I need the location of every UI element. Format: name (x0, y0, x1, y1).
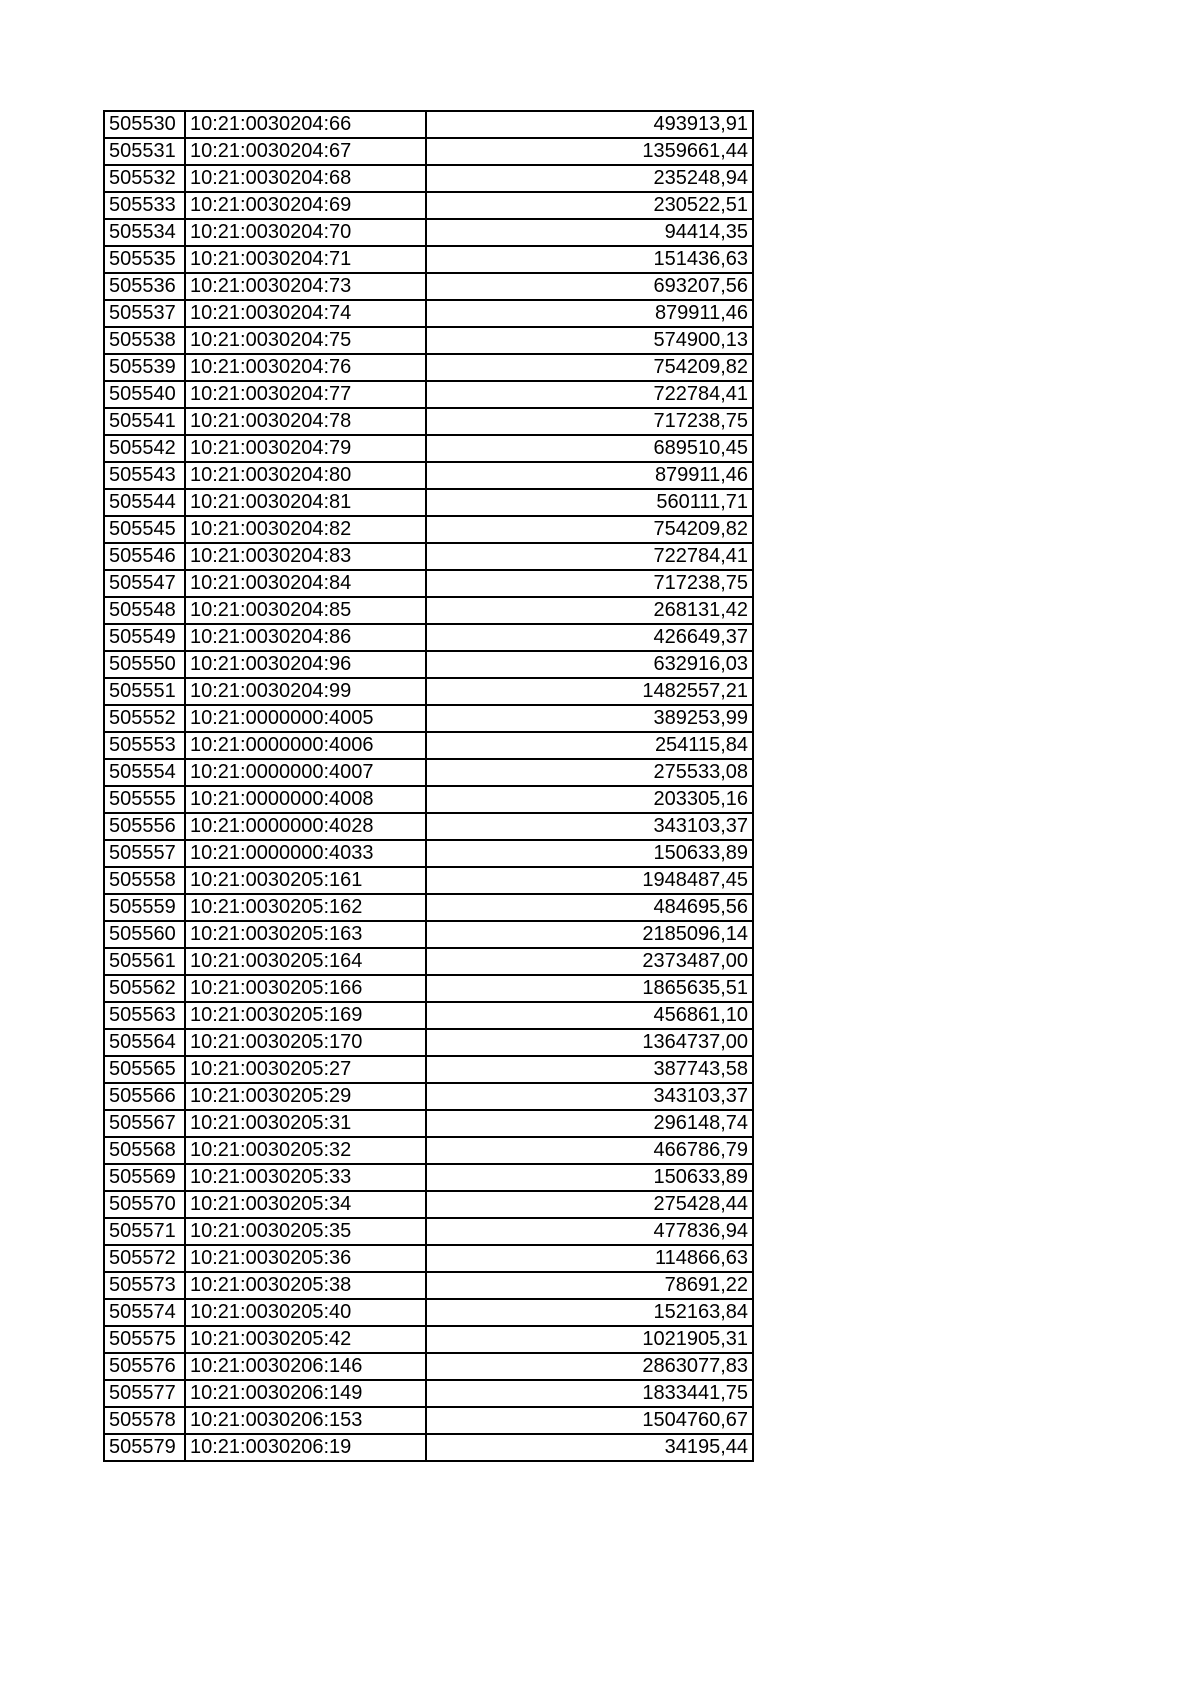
amount-cell: 343103,37 (426, 1083, 753, 1110)
table-row (104, 1380, 753, 1407)
row-id-cell: 505551 (104, 678, 185, 705)
table-row (104, 624, 753, 651)
amount-cell: 754209,82 (426, 516, 753, 543)
amount-cell: 1364737,00 (426, 1029, 753, 1056)
cadastral-code-cell: 10:21:0000000:4033 (185, 840, 426, 867)
row-id-cell: 505544 (104, 489, 185, 516)
table-row (104, 273, 753, 300)
row-id-cell: 505558 (104, 867, 185, 894)
amount-cell: 296148,74 (426, 1110, 753, 1137)
row-id-cell: 505541 (104, 408, 185, 435)
amount-cell: 717238,75 (426, 408, 753, 435)
row-id-cell: 505539 (104, 354, 185, 381)
cadastral-code-cell: 10:21:0030204:70 (185, 219, 426, 246)
cadastral-code-cell: 10:21:0030204:71 (185, 246, 426, 273)
cadastral-code-cell: 10:21:0030205:170 (185, 1029, 426, 1056)
row-id-cell: 505560 (104, 921, 185, 948)
cadastral-code-cell: 10:21:0030204:78 (185, 408, 426, 435)
amount-cell: 477836,94 (426, 1218, 753, 1245)
table-row (104, 1326, 753, 1353)
table-row (104, 1407, 753, 1434)
cadastral-code-cell: 10:21:0030205:35 (185, 1218, 426, 1245)
row-id-cell: 505548 (104, 597, 185, 624)
table-row (104, 1299, 753, 1326)
table-row (104, 138, 753, 165)
cadastral-code-cell: 10:21:0030204:77 (185, 381, 426, 408)
amount-cell: 1359661,44 (426, 138, 753, 165)
table-row (104, 1434, 753, 1461)
row-id-cell: 505565 (104, 1056, 185, 1083)
row-id-cell: 505538 (104, 327, 185, 354)
amount-cell: 717238,75 (426, 570, 753, 597)
cadastral-code-cell: 10:21:0030205:164 (185, 948, 426, 975)
amount-cell: 693207,56 (426, 273, 753, 300)
table-row (104, 1191, 753, 1218)
cadastral-code-cell: 10:21:0030204:68 (185, 165, 426, 192)
amount-cell: 343103,37 (426, 813, 753, 840)
table-row (104, 867, 753, 894)
amount-cell: 560111,71 (426, 489, 753, 516)
table-row (104, 759, 753, 786)
row-id-cell: 505577 (104, 1380, 185, 1407)
cadastral-code-cell: 10:21:0030204:66 (185, 111, 426, 138)
table-row (104, 408, 753, 435)
table-row (104, 570, 753, 597)
row-id-cell: 505535 (104, 246, 185, 273)
row-id-cell: 505564 (104, 1029, 185, 1056)
cadastral-code-cell: 10:21:0030205:38 (185, 1272, 426, 1299)
row-id-cell: 505569 (104, 1164, 185, 1191)
amount-cell: 254115,84 (426, 732, 753, 759)
row-id-cell: 505563 (104, 1002, 185, 1029)
row-id-cell: 505557 (104, 840, 185, 867)
table-row (104, 543, 753, 570)
cadastral-code-cell: 10:21:0030204:81 (185, 489, 426, 516)
amount-cell: 1833441,75 (426, 1380, 753, 1407)
row-id-cell: 505576 (104, 1353, 185, 1380)
row-id-cell: 505574 (104, 1299, 185, 1326)
cadastral-code-cell: 10:21:0030205:169 (185, 1002, 426, 1029)
amount-cell: 493913,91 (426, 111, 753, 138)
amount-cell: 1021905,31 (426, 1326, 753, 1353)
amount-cell: 484695,56 (426, 894, 753, 921)
row-id-cell: 505537 (104, 300, 185, 327)
row-id-cell: 505534 (104, 219, 185, 246)
cadastral-code-cell: 10:21:0030204:96 (185, 651, 426, 678)
amount-cell: 722784,41 (426, 543, 753, 570)
table-row (104, 1272, 753, 1299)
amount-cell: 275533,08 (426, 759, 753, 786)
row-id-cell: 505562 (104, 975, 185, 1002)
row-id-cell: 505530 (104, 111, 185, 138)
amount-cell: 879911,46 (426, 300, 753, 327)
amount-cell: 722784,41 (426, 381, 753, 408)
row-id-cell: 505568 (104, 1137, 185, 1164)
row-id-cell: 505542 (104, 435, 185, 462)
cadastral-code-cell: 10:21:0030204:69 (185, 192, 426, 219)
cadastral-code-cell: 10:21:0000000:4006 (185, 732, 426, 759)
amount-cell: 152163,84 (426, 1299, 753, 1326)
amount-cell: 94414,35 (426, 219, 753, 246)
amount-cell: 203305,16 (426, 786, 753, 813)
amount-cell: 574900,13 (426, 327, 753, 354)
cadastral-code-cell: 10:21:0030204:75 (185, 327, 426, 354)
table-row (104, 1056, 753, 1083)
cadastral-code-cell: 10:21:0030204:79 (185, 435, 426, 462)
table-row (104, 1164, 753, 1191)
cadastral-code-cell: 10:21:0030206:149 (185, 1380, 426, 1407)
cadastral-code-cell: 10:21:0030205:31 (185, 1110, 426, 1137)
table-row (104, 840, 753, 867)
amount-cell: 235248,94 (426, 165, 753, 192)
amount-cell: 114866,63 (426, 1245, 753, 1272)
table-row (104, 111, 753, 138)
table-row (104, 1353, 753, 1380)
cadastral-code-cell: 10:21:0030206:146 (185, 1353, 426, 1380)
amount-cell: 1482557,21 (426, 678, 753, 705)
row-id-cell: 505572 (104, 1245, 185, 1272)
amount-cell: 2863077,83 (426, 1353, 753, 1380)
table-row (104, 192, 753, 219)
row-id-cell: 505556 (104, 813, 185, 840)
row-id-cell: 505536 (104, 273, 185, 300)
table-row (104, 894, 753, 921)
cadastral-code-cell: 10:21:0030205:33 (185, 1164, 426, 1191)
table-row (104, 1137, 753, 1164)
table-row (104, 732, 753, 759)
row-id-cell: 505546 (104, 543, 185, 570)
table-row (104, 597, 753, 624)
cadastral-code-cell: 10:21:0030204:73 (185, 273, 426, 300)
amount-cell: 426649,37 (426, 624, 753, 651)
cadastral-code-cell: 10:21:0030204:80 (185, 462, 426, 489)
row-id-cell: 505531 (104, 138, 185, 165)
table-row (104, 327, 753, 354)
table-row (104, 786, 753, 813)
table-row (104, 1083, 753, 1110)
table-row (104, 165, 753, 192)
amount-cell: 2373487,00 (426, 948, 753, 975)
table-row (104, 678, 753, 705)
cadastral-code-cell: 10:21:0000000:4028 (185, 813, 426, 840)
amount-cell: 78691,22 (426, 1272, 753, 1299)
table-row (104, 1245, 753, 1272)
cadastral-code-cell: 10:21:0030205:29 (185, 1083, 426, 1110)
row-id-cell: 505540 (104, 381, 185, 408)
amount-cell: 151436,63 (426, 246, 753, 273)
cadastral-code-cell: 10:21:0030204:74 (185, 300, 426, 327)
table-row (104, 1110, 753, 1137)
row-id-cell: 505573 (104, 1272, 185, 1299)
row-id-cell: 505545 (104, 516, 185, 543)
cadastral-code-cell: 10:21:0030205:161 (185, 867, 426, 894)
amount-cell: 34195,44 (426, 1434, 753, 1461)
row-id-cell: 505532 (104, 165, 185, 192)
table-row (104, 381, 753, 408)
row-id-cell: 505570 (104, 1191, 185, 1218)
row-id-cell: 505552 (104, 705, 185, 732)
row-id-cell: 505571 (104, 1218, 185, 1245)
row-id-cell: 505550 (104, 651, 185, 678)
table-row (104, 921, 753, 948)
cadastral-code-cell: 10:21:0030204:86 (185, 624, 426, 651)
amount-cell: 268131,42 (426, 597, 753, 624)
table-row (104, 219, 753, 246)
cadastral-code-cell: 10:21:0000000:4008 (185, 786, 426, 813)
cadastral-code-cell: 10:21:0030205:40 (185, 1299, 426, 1326)
table-row (104, 813, 753, 840)
amount-cell: 1865635,51 (426, 975, 753, 1002)
cadastral-code-cell: 10:21:0030206:153 (185, 1407, 426, 1434)
amount-cell: 689510,45 (426, 435, 753, 462)
table-row (104, 300, 753, 327)
data-table (103, 110, 754, 1462)
table-row (104, 651, 753, 678)
table-row (104, 462, 753, 489)
amount-cell: 632916,03 (426, 651, 753, 678)
row-id-cell: 505578 (104, 1407, 185, 1434)
cadastral-code-cell: 10:21:0030205:36 (185, 1245, 426, 1272)
table-body (104, 111, 753, 1461)
amount-cell: 1948487,45 (426, 867, 753, 894)
cadastral-code-cell: 10:21:0030205:34 (185, 1191, 426, 1218)
row-id-cell: 505553 (104, 732, 185, 759)
table-row (104, 489, 753, 516)
row-id-cell: 505554 (104, 759, 185, 786)
amount-cell: 754209,82 (426, 354, 753, 381)
table-row (104, 1029, 753, 1056)
cadastral-code-cell: 10:21:0030205:42 (185, 1326, 426, 1353)
cadastral-code-cell: 10:21:0030205:27 (185, 1056, 426, 1083)
row-id-cell: 505575 (104, 1326, 185, 1353)
amount-cell: 2185096,14 (426, 921, 753, 948)
cadastral-code-cell: 10:21:0030205:32 (185, 1137, 426, 1164)
row-id-cell: 505533 (104, 192, 185, 219)
table-row (104, 705, 753, 732)
cadastral-code-cell: 10:21:0000000:4005 (185, 705, 426, 732)
row-id-cell: 505549 (104, 624, 185, 651)
cadastral-code-cell: 10:21:0030204:76 (185, 354, 426, 381)
row-id-cell: 505579 (104, 1434, 185, 1461)
amount-cell: 275428,44 (426, 1191, 753, 1218)
cadastral-code-cell: 10:21:0030205:166 (185, 975, 426, 1002)
row-id-cell: 505543 (104, 462, 185, 489)
amount-cell: 230522,51 (426, 192, 753, 219)
cadastral-code-cell: 10:21:0030204:83 (185, 543, 426, 570)
cadastral-code-cell: 10:21:0000000:4007 (185, 759, 426, 786)
cadastral-code-cell: 10:21:0030206:19 (185, 1434, 426, 1461)
table-row (104, 1002, 753, 1029)
cadastral-code-cell: 10:21:0030205:163 (185, 921, 426, 948)
row-id-cell: 505566 (104, 1083, 185, 1110)
cadastral-code-cell: 10:21:0030204:99 (185, 678, 426, 705)
table-row (104, 948, 753, 975)
amount-cell: 1504760,67 (426, 1407, 753, 1434)
row-id-cell: 505567 (104, 1110, 185, 1137)
table-row (104, 975, 753, 1002)
cadastral-code-cell: 10:21:0030204:84 (185, 570, 426, 597)
row-id-cell: 505561 (104, 948, 185, 975)
amount-cell: 389253,99 (426, 705, 753, 732)
row-id-cell: 505547 (104, 570, 185, 597)
row-id-cell: 505555 (104, 786, 185, 813)
amount-cell: 879911,46 (426, 462, 753, 489)
cadastral-code-cell: 10:21:0030205:162 (185, 894, 426, 921)
table-row (104, 435, 753, 462)
amount-cell: 387743,58 (426, 1056, 753, 1083)
table-row (104, 1218, 753, 1245)
amount-cell: 456861,10 (426, 1002, 753, 1029)
cadastral-code-cell: 10:21:0030204:67 (185, 138, 426, 165)
amount-cell: 150633,89 (426, 1164, 753, 1191)
cadastral-code-cell: 10:21:0030204:85 (185, 597, 426, 624)
table-row (104, 516, 753, 543)
amount-cell: 150633,89 (426, 840, 753, 867)
row-id-cell: 505559 (104, 894, 185, 921)
cadastral-code-cell: 10:21:0030204:82 (185, 516, 426, 543)
amount-cell: 466786,79 (426, 1137, 753, 1164)
table-row (104, 246, 753, 273)
table-row (104, 354, 753, 381)
